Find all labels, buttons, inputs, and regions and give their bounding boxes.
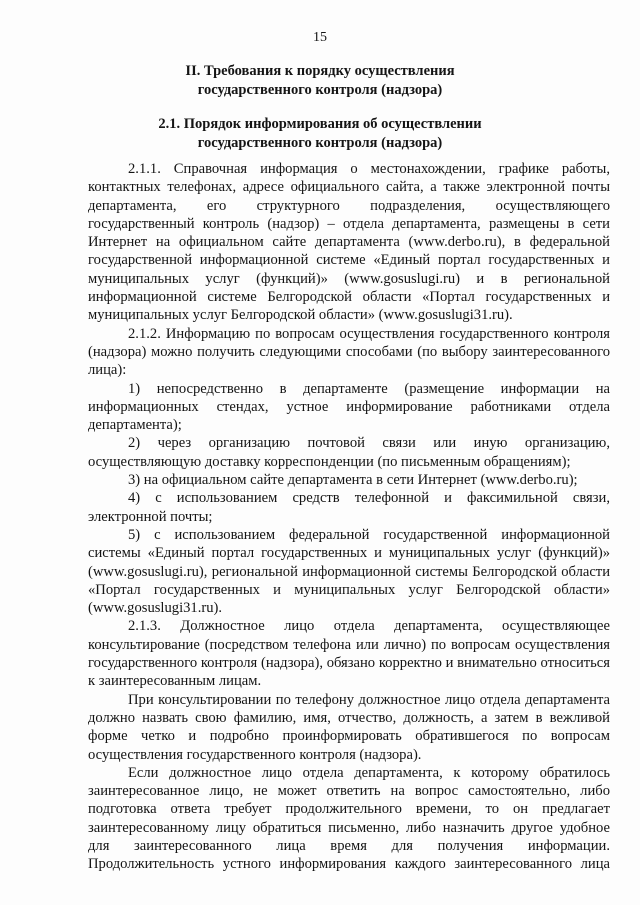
paragraph-2-1-3: 2.1.3. Должностное лицо отдела департамента, осуществляющее консультирование (посредством телефона или лично) по вопросам осуществления государственного контроля (надзора), обязано корректно и внимательно относиться к заинтересованным лицам. — [88, 618, 610, 690]
paragraph-2-1-1: 2.1.1. Справочная информация о местонахождении, графике работы, контактных телефонах, адресе официального сайта, а также электронной почты департамента, его структурного подразделения, осуществляющего государственный контроль (надзор) – отдела департамента, размещены в сети Интернет на официальном сайте департамента (www.derbo.ru), в федеральной государственной информационной системе «Единый портал государственных и муниципальных услуг (функций)» (www.gosuslugi.ru) и в региональной информационной системе Белгородской области «Портал государственных и муниципальных услуг Белгородской области» (www.gosuslugi31.ru). — [88, 161, 610, 324]
list-item-4: 4) с использованием средств телефонной и факсимильной связи, электронной почты; — [88, 490, 610, 525]
section-title-line-1: II. Требования к порядку осуществления — [185, 63, 455, 79]
section-title-line-2: государственного контроля (надзора) — [197, 82, 443, 98]
section-title — [80, 62, 560, 100]
subsection-title — [80, 115, 560, 153]
document-body — [88, 160, 610, 874]
paragraph-2-1-2: 2.1.2. Информацию по вопросам осуществления государственного контроля (надзора) можно получить следующими способами (по выбору заинтересованного лица): — [88, 325, 610, 379]
subsection-title-line-2: государственного контроля (надзора) — [197, 135, 443, 151]
list-item-5: 5) с использованием федеральной государственной информационной системы «Единый портал государственных и муниципальных услуг (функций)» (www.gosuslugi.ru), региональной информационной системы Белгородской области «Портал государственных и муниципальных услуг Белгородской области» (www.gosuslugi31.ru). — [88, 526, 610, 617]
page-number: 15 — [313, 30, 327, 45]
paragraph-written-request: Если должностное лицо отдела департамента, к которому обратилось заинтересованное лицо, не может ответить на вопрос самостоятельно, либо подготовка ответа требует продолжительного времени, то он предлагает заинтересованному лицу обратиться письменно, либо назначить другое удобное для заинтересованного лица время для получения информации. Продолжительность устного информирования каждого заинтересованного лица — [88, 764, 610, 873]
subsection-title-line-1: 2.1. Порядок информирования об осуществлении — [158, 116, 482, 132]
list-item-2: 2) через организацию почтовой связи или иную организацию, осуществляющую доставку корреспонденции (по письменным обращениям); — [88, 435, 610, 470]
list-item-3: 3) на официальном сайте департамента в сети Интернет (www.derbo.ru); — [128, 472, 578, 489]
paragraph-phone-consulting: При консультировании по телефону должностное лицо отдела департамента должно назвать свою фамилию, имя, отчество, должность, а затем в вежливой форме четко и подробно проинформировать обратившегося по вопросам осуществления государственного контроля (надзора). — [88, 691, 610, 763]
list-item-1: 1) непосредственно в департаменте (размещение информации на информационных стендах, устное информирование работниками отдела департамента); — [88, 380, 610, 434]
